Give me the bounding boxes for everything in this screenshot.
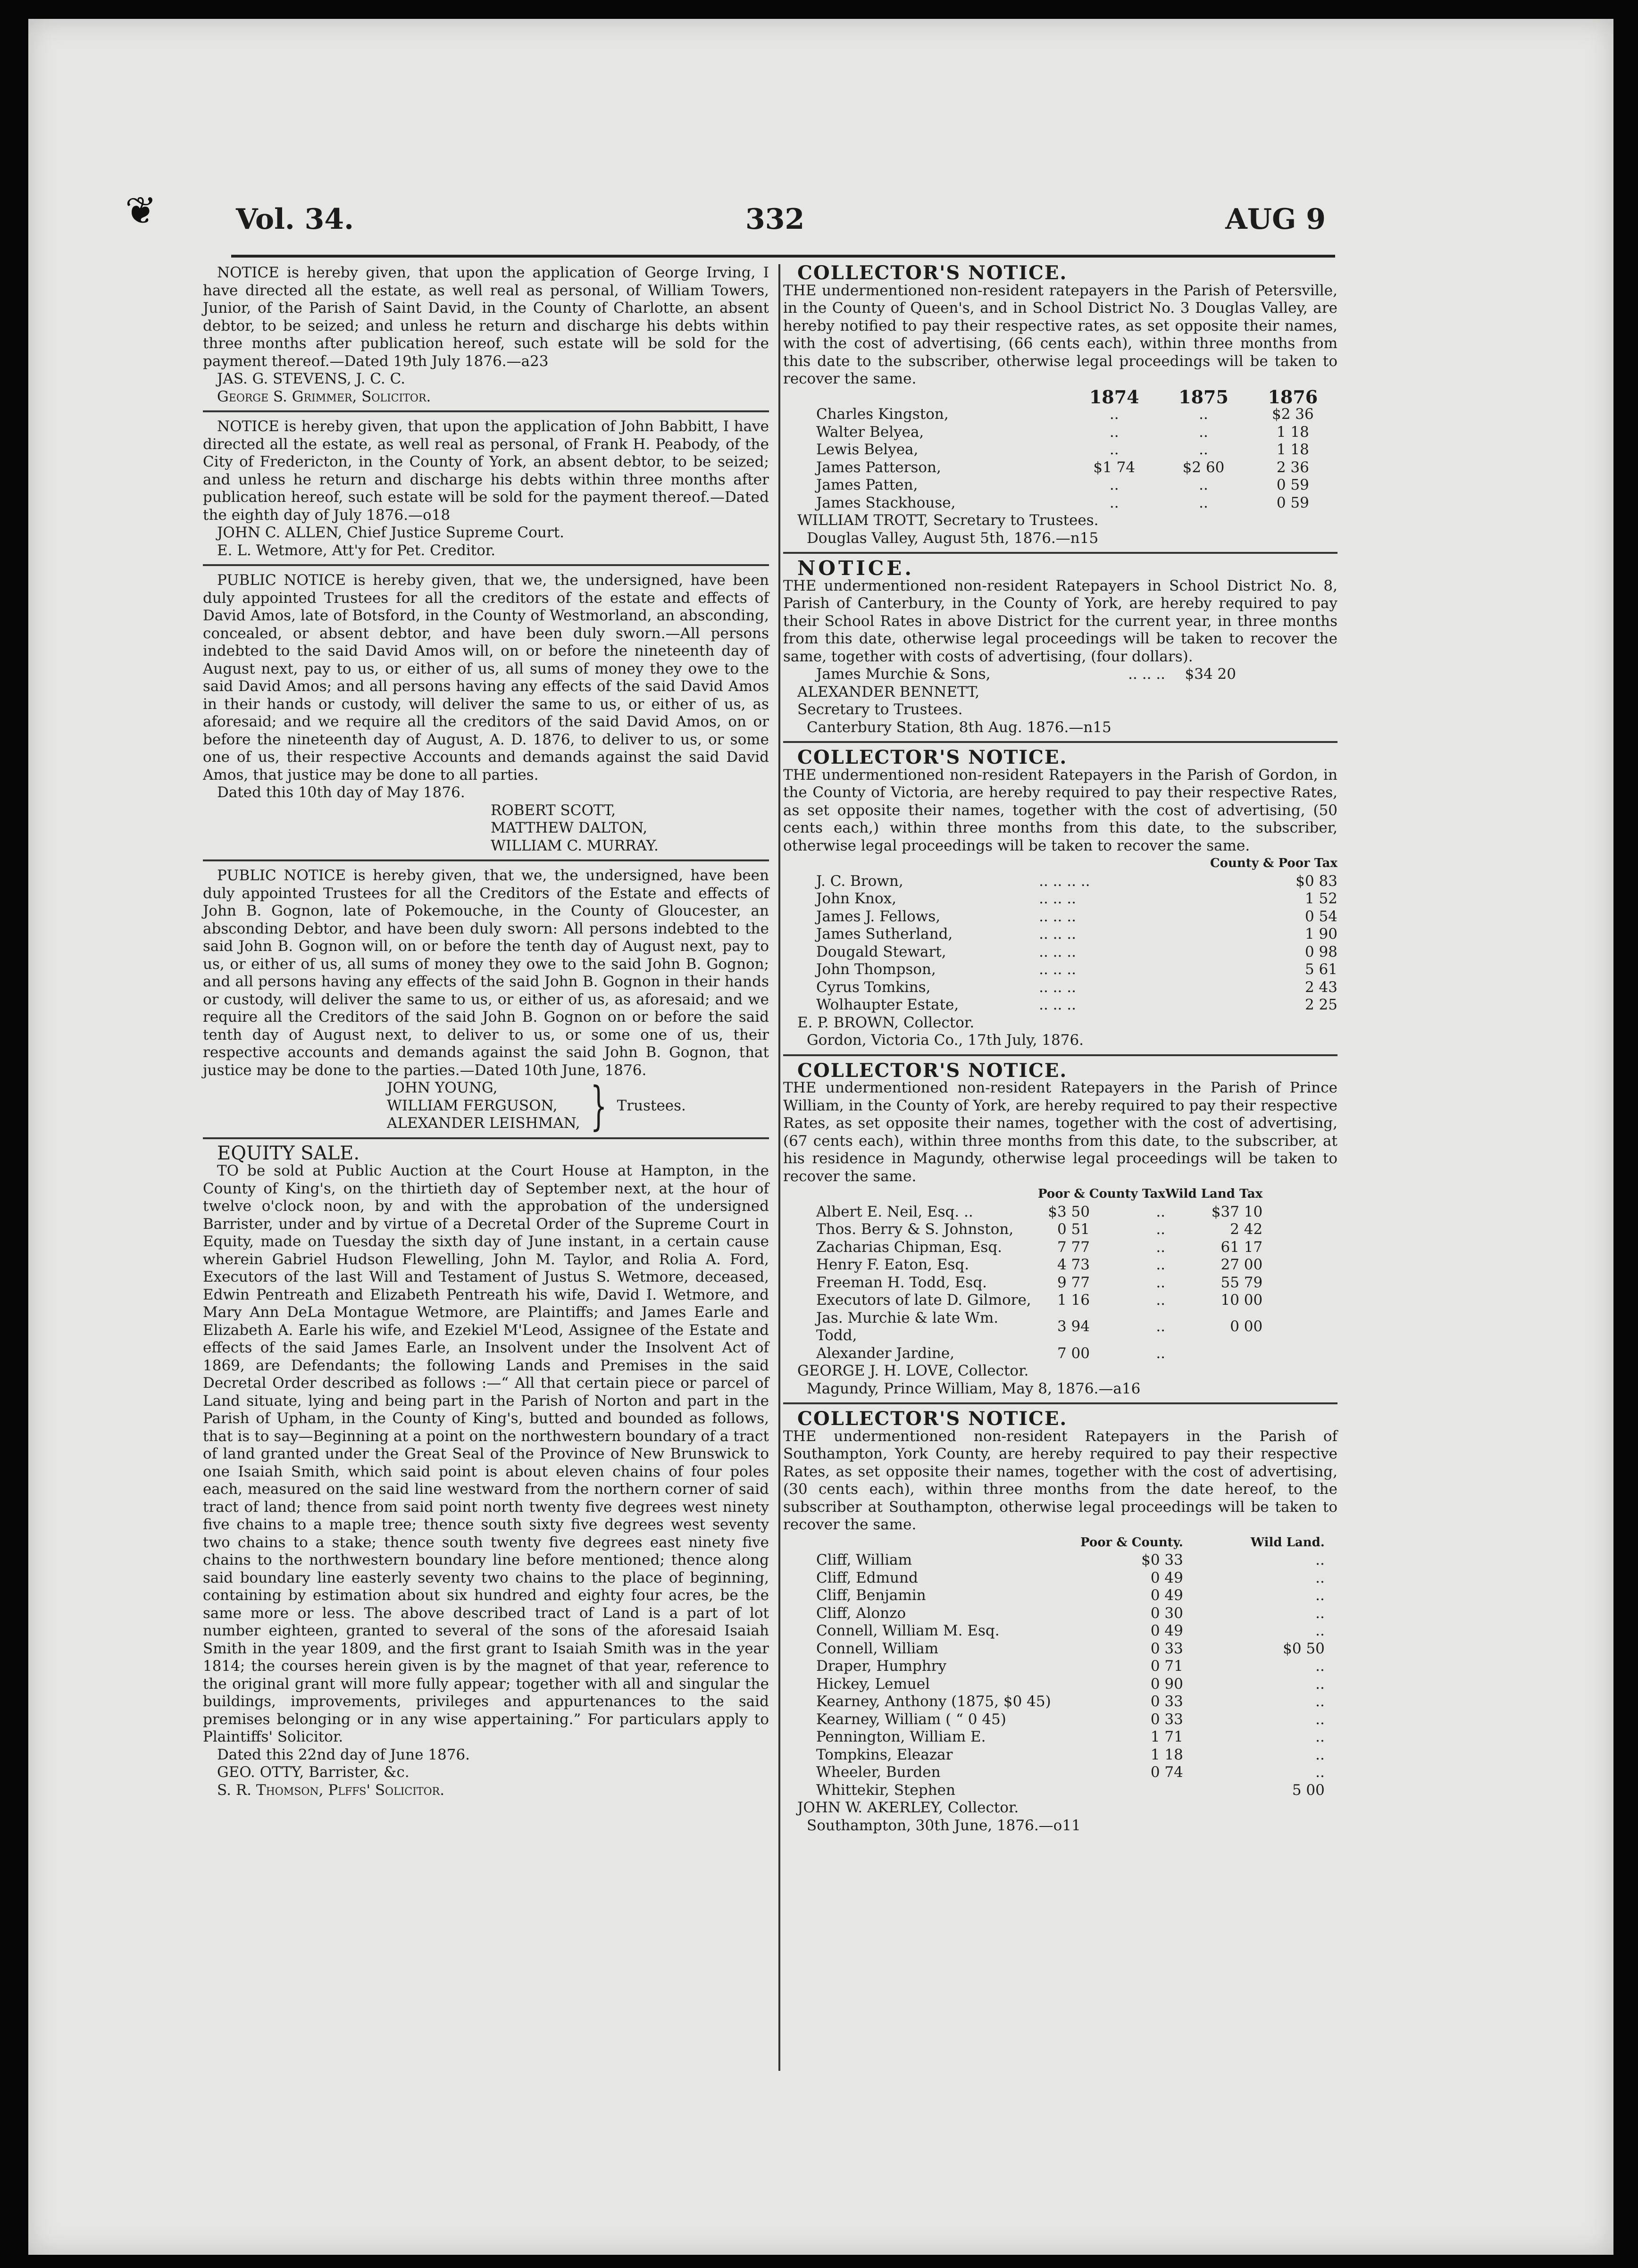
table-cell: 10 00: [1220, 1292, 1263, 1309]
table-cell: Pennington, William E.: [816, 1728, 986, 1745]
table-cell: 1 16: [1057, 1292, 1090, 1309]
table-cell: $37 10: [1211, 1203, 1263, 1220]
table-cell: Zacharias Chipman, Esq.: [816, 1238, 1003, 1256]
table-cell: ..: [1109, 423, 1119, 441]
trustee-names: [373, 1079, 580, 1133]
notice-canterbury: [783, 559, 1337, 736]
notice-body: THE undermentioned non-resident ratepayers in the Parish of Petersville, in the County of Queen's, and in School District No. 3 Douglas Valley, are hereby notified to pay their respective rates, as set opposite their names, with the cost of advertising, (66 cents each), within three months from this date to the subscriber, otherwise legal proceedings will be taken to recover the same.: [783, 282, 1337, 387]
table-header-row: [783, 388, 1337, 406]
volume-number: Vol. 34.: [236, 203, 354, 236]
table-cell: Lewis Belyea,: [816, 441, 919, 458]
trustees-label: Trustees.: [617, 1097, 686, 1114]
table-cell: Cliff, Benjamin: [816, 1587, 926, 1604]
table-cell: 1 71: [1150, 1728, 1183, 1745]
rates-table: [783, 666, 1236, 684]
table-row: [783, 961, 1337, 979]
table-cell: 1 90: [1304, 926, 1337, 942]
table-cell: Walter Belyea,: [816, 423, 924, 441]
table-cell: Cyrus Tomkins,: [816, 978, 931, 996]
table-cell: 1 18: [1276, 441, 1309, 458]
table-row: [783, 1622, 1325, 1640]
table-cell: [1080, 1782, 1183, 1800]
equity-solicitor: S. R. Thomson, Plffs' Solicitor.: [217, 1781, 445, 1799]
rates-table: [783, 855, 1337, 1014]
left-column: [203, 264, 769, 1799]
notice-amos: [203, 572, 769, 855]
table-cell: 7 00: [1057, 1344, 1090, 1362]
table-cell: ..: [1156, 1274, 1166, 1291]
table-cell: 61 17: [1220, 1238, 1263, 1256]
table-cell: .. .. .. ..: [1039, 872, 1090, 890]
column-header: Poor & County Tax: [1038, 1187, 1166, 1201]
trustee-name: MATTHEW DALTON,: [491, 819, 648, 836]
notice-body: NOTICE is hereby given, that upon the application of John Babbitt, I have directed all the estate, as well real as personal, of Frank H. Peabody, of the City of Fredericton, in the County of York, an absent debtor, to be seized; and unless he return and discharge his debts within three months after publication hereof, such estate will be sold for the payment thereof.—Dated the eighth day of July 1876.—o18: [203, 418, 769, 524]
table-cell: ..: [1156, 1256, 1166, 1273]
table-cell: 0 54: [1304, 908, 1337, 925]
table-cell: Cliff, Edmund: [816, 1569, 918, 1586]
table-cell: 0 49: [1150, 1569, 1183, 1586]
table-header-row: [783, 1534, 1325, 1552]
table-cell: 7 77: [1057, 1238, 1090, 1256]
table-row: [783, 873, 1337, 891]
table-row: [783, 666, 1236, 684]
equity-sale: [203, 1142, 769, 1800]
notice-signer: E. P. BROWN, Collector.: [797, 1014, 975, 1031]
table-cell: $3 50: [1048, 1203, 1090, 1220]
table-cell: Albert E. Neil, Esq. ..: [816, 1203, 973, 1220]
table-cell: $1 74: [1093, 459, 1136, 476]
notice-signer: WILLIAM TROTT, Secretary to Trustees.: [797, 512, 1099, 529]
table-cell: ..: [1109, 476, 1119, 493]
table-cell: ..: [1315, 1569, 1325, 1586]
table-row: [783, 1640, 1325, 1658]
notice-signer: GEORGE J. H. LOVE, Collector.: [797, 1362, 1029, 1379]
table-cell: Dougald Stewart,: [816, 943, 946, 960]
table-cell: ..: [1156, 1203, 1166, 1220]
table-row: [783, 459, 1337, 477]
table-row: [783, 926, 1337, 943]
table-row: [783, 979, 1337, 997]
notice-place: Southampton, 30th June, 1876.—o11: [807, 1817, 1081, 1834]
fleuron-ornament-icon: ❦: [125, 189, 157, 233]
table-cell: ..: [1156, 1221, 1166, 1238]
table-cell: ..: [1315, 1746, 1325, 1763]
table-cell: J. C. Brown,: [816, 872, 903, 890]
table-cell: Wolhaupter Estate,: [816, 996, 959, 1013]
table-cell: ..: [1315, 1658, 1325, 1675]
table-cell: Wheeler, Burden: [816, 1764, 941, 1781]
notice-body: THE undermentioned non-resident Ratepayers in the Parish of Gordon, in the County of Victoria, are hereby required to pay their respective Rates, as set opposite their names, together with the cost of advertising, (50 cents each,) within three months from this date, to the subscriber, otherwise legal proceedings will be taken to recover the same.: [783, 766, 1337, 854]
table-cell: 1 18: [1150, 1746, 1183, 1763]
notice-peabody: [203, 418, 769, 559]
table-row: [783, 1658, 1325, 1676]
table-row: [783, 1292, 1262, 1309]
table-cell: ..: [1109, 494, 1119, 511]
table-cell: [1165, 1345, 1262, 1363]
table-cell: 0 33: [1150, 1693, 1183, 1710]
table-cell: 0 33: [1150, 1640, 1183, 1657]
table-row: [783, 476, 1337, 494]
trustee-name: JOHN YOUNG,: [387, 1079, 498, 1096]
table-row: [783, 1239, 1262, 1257]
table-cell: 2 43: [1304, 978, 1337, 996]
table-cell: Freeman H. Todd, Esq.: [816, 1274, 987, 1291]
table-cell: ..: [1315, 1551, 1325, 1568]
table-row: [783, 1676, 1325, 1693]
table-cell: 3 94: [1057, 1318, 1090, 1335]
table-cell: James J. Fellows,: [816, 908, 941, 925]
notice-body: THE undermentioned non-resident Ratepayers in the Parish of Prince William, in the County of York, are hereby required to pay their respective Rates, as set opposite their names, together with the cost of advertising, (67 cents each), within three months from this date, to the subscriber, at his residence in Magundy, otherwise legal proceedings will be taken to recover the same.: [783, 1079, 1337, 1185]
page-header: [198, 203, 1326, 245]
table-cell: 2 36: [1276, 459, 1309, 476]
page-number: 332: [745, 203, 805, 236]
table-cell: Thos. Berry & S. Johnston,: [816, 1221, 1014, 1238]
table-cell: $0 83: [1295, 872, 1337, 890]
notice-place: Canterbury Station, 8th Aug. 1876.—n15: [807, 718, 1112, 736]
notice-title: COLLECTOR'S NOTICE.: [797, 1408, 1068, 1430]
notice-signer: JAS. G. STEVENS, J. C. C.: [217, 370, 406, 387]
equity-body: TO be sold at Public Auction at the Court House at Hampton, in the County of King's, on the thirtieth day of September next, at the hour of twelve o'clock noon, by and with the approbation of the undersigned Barrister, under and by virtue of a Decretal Order of the Supreme Court in Equity, made on Tuesday the sixth day of June instant, in a certain cause wherein Gabriel Hudson Flewelling, John M. Taylor, and Rolia A. Ford, Executors of the last Will and Testament of Justus S. Wetmore, deceased, Edwin Pentreath and Elizabeth Pentreath his wife, David I. Wetmore, and Mary Ann DeLa Montague Wetmore, are Plaintiffs; and James Earle and Elizabeth A. Earle his wife, and Ezekiel M'Leod, Assignee of the Estate and effects of the said James Earle, an Insolvent under the Insolvent Act of 1869, are Defendants; the following Lands and Premises in the said Decretal Order described as follows :—“ All that certain piece or parcel of Land situate, lying and being part in the Parish of Norton and part in the Parish of Upham, in the County of King's, butted and bounded as follows, that is to say—Beginning at a point on the northwestern boundary of a tract of land granted under the Great Seal of the Province of New Brunswick to one Isaiah Smith, which said point is about eleven chains of four poles each, measured on the said line westward from the northern corner of said tract of land; thence from said point north twenty five degrees west ninety five chains to a maple tree; thence south sixty five degrees west seventy two chains to a stake; thence south twenty five degrees east ninety five chains to the northwestern boundary line before mentioned; thence along said boundary line easterly seventy two chains to the place of beginning, containing by estimation about six hundred and eighty four acres, be the same more or less. The above described tract of Land is a part of lot number eighteen, granted to several of the sons of the aforesaid Isaiah Smith in the year 1809, and the first grant to Isaiah Smith was in the year 1814; the courses herein given is by the magnet of that year, reference to the original grant will more fully appear; together with all and singular the buildings, improvements, privileges and appurtenances to the said premises belonging or in any wise appertaining.” For particulars apply to Plaintiffs' Solicitor.: [203, 1162, 769, 1745]
table-cell: $2 36: [1271, 406, 1314, 423]
table-cell: 0 51: [1057, 1221, 1090, 1238]
notice-body: THE undermentioned non-resident Ratepayers in the Parish of Southampton, York County, are hereby required to pay their respective Rates, as set opposite their names, together with the cost of advertising, (30 cents each), within three months from the date hereof, to the subscriber at Southampton, otherwise legal proceedings will be taken to recover the same.: [783, 1427, 1337, 1533]
table-cell: Whittekir, Stephen: [816, 1781, 955, 1799]
table-cell: ..: [1199, 441, 1208, 458]
column-header: 1875: [1178, 386, 1228, 408]
table-cell: 0 49: [1150, 1587, 1183, 1604]
table-row: [783, 441, 1337, 459]
right-column: [783, 264, 1337, 1834]
table-header-row: [783, 855, 1337, 873]
notice-body: THE undermentioned non-resident Ratepayers in School District No. 8, Parish of Canterbury, in the County of York, are hereby required to pay their School Rates in above District for the current year, in three months from this date, otherwise legal proceedings will be taken to recover the same, together with costs of advertising, (four dollars).: [783, 577, 1337, 665]
table-cell: Kearney, William ( “ 0 45): [816, 1710, 1006, 1728]
table-cell: Kearney, Anthony (1875, $0 45): [816, 1693, 1051, 1710]
table-cell: .. .. ..: [1039, 943, 1076, 960]
table-cell: .. .. ..: [1039, 908, 1076, 925]
table-cell: .. .. ..: [1039, 890, 1076, 907]
column-header: Wild Land Tax: [1165, 1187, 1263, 1201]
table-cell: ..: [1109, 441, 1119, 458]
notice-signer: JOHN C. ALLEN, Chief Justice Supreme Court.: [217, 524, 565, 541]
trustee-name: ROBERT SCOTT,: [491, 801, 616, 819]
equity-title: EQUITY SALE.: [217, 1142, 360, 1164]
table-row: [783, 494, 1337, 512]
table-cell: ..: [1315, 1587, 1325, 1604]
table-row: [783, 1728, 1325, 1746]
table-cell: James Murchie & Sons,: [816, 666, 991, 683]
table-cell: ..: [1199, 406, 1208, 423]
table-cell: ..: [1199, 494, 1208, 511]
section-rule: [783, 1054, 1337, 1056]
table-row: [783, 1221, 1262, 1239]
table-cell: 2 42: [1230, 1221, 1263, 1238]
table-row: [783, 1711, 1325, 1729]
collector-notice-petersville: [783, 264, 1337, 547]
notice-title: COLLECTOR'S NOTICE.: [797, 1059, 1068, 1082]
section-rule: [203, 859, 769, 861]
notice-title: COLLECTOR'S NOTICE.: [797, 746, 1068, 768]
table-cell: 0 74: [1150, 1764, 1183, 1781]
table-cell: ..: [1156, 1292, 1166, 1309]
table-cell: 0 59: [1276, 494, 1309, 511]
table-cell: ..: [1109, 406, 1119, 423]
notice-place: Douglas Valley, August 5th, 1876.—n15: [807, 529, 1099, 547]
column-header: 1876: [1268, 386, 1318, 408]
table-cell: James Sutherland,: [816, 926, 953, 942]
table-cell: 4 73: [1057, 1256, 1090, 1273]
table-cell: Draper, Humphry: [816, 1658, 947, 1675]
table-cell: 0 33: [1150, 1710, 1183, 1728]
table-row: [783, 1764, 1325, 1782]
table-row: [783, 1551, 1325, 1569]
notice-place: Gordon, Victoria Co., 17th July, 1876.: [807, 1032, 1084, 1049]
notice-signer: JOHN W. AKERLEY, Collector.: [797, 1799, 1019, 1816]
table-row: [783, 1782, 1325, 1800]
table-cell: ..: [1199, 423, 1208, 441]
collector-notice-prince-william: [783, 1059, 1337, 1398]
equity-dated: Dated this 22nd day of June 1876.: [217, 1746, 470, 1763]
notice-body: PUBLIC NOTICE is hereby given, that we, the undersigned, have been duly appointed Trustees for all the Creditors of the Estate and effects of John B. Gognon, late of Pokemouche, in the County of Gloucester, an absconding Debtor, and have been duly sworn: All persons indebted to the said John B. Gognon will, on or before the tenth day of August next, pay to us, or either of us, all sums of money they owe to the said John B. Gognon; and all persons having any effects of the said John B. Gognon in their hands or custody, will deliver the same to us, or either of us, as aforesaid; and we require all the Creditors of the said John B. Gognon on or before the said tenth day of August next, to deliver to us, or some one of us, their respective accounts and demands against the said John B. Gognon, that justice may be done to the parties.—Dated 10th June, 1876.: [203, 867, 769, 1079]
table-cell: ..: [1315, 1710, 1325, 1728]
collector-notice-southampton: [783, 1410, 1337, 1834]
table-row: [783, 1569, 1325, 1587]
column-header: Poor & County.: [1080, 1535, 1183, 1550]
notice-body: PUBLIC NOTICE is hereby given, that we, the undersigned, have been duly appointed Trustees for all the creditors of the estate and effects of David Amos, late of Botsford, in the County of Westmorland, an absconding, concealed, or absent debtor, and have been duly sworn.—All persons indebted to the said David Amos will, on or before the nineteenth day of August next, pay to us, or either of us, all sums of money they owe to the said David Amos; and all persons having any effects of the said David Amos in their hands or custody, will deliver the same to us, or either of us, as aforesaid; and we require all the creditors of the said David Amos, on or before the nineteenth day of August, A. D. 1876, to deliver to us, or some one of us, their respective Accounts and demands against the said David Amos, that justice may be done to all parties.: [203, 572, 769, 784]
table-cell: ..: [1315, 1622, 1325, 1639]
table-cell: ..: [1315, 1675, 1325, 1693]
column-header: 1874: [1089, 386, 1139, 408]
equity-signer: GEO. OTTY, Barrister, &c.: [217, 1764, 410, 1781]
table-cell: 55 79: [1220, 1274, 1263, 1291]
table-cell: $2 60: [1182, 459, 1225, 476]
table-cell: Executors of late D. Gilmore,: [816, 1292, 1031, 1309]
trustee-name: ALEXANDER LEISHMAN,: [387, 1115, 580, 1132]
table-cell: .. .. ..: [1128, 666, 1165, 683]
table-cell: ..: [1315, 1728, 1325, 1745]
table-row: [783, 1693, 1325, 1711]
column-header: Wild Land.: [1250, 1535, 1325, 1550]
notice-signer: ALEXANDER BENNETT,: [797, 683, 980, 700]
table-cell: 9 77: [1057, 1274, 1090, 1291]
table-cell: Connell, William: [816, 1640, 939, 1657]
section-rule: [783, 741, 1337, 743]
table-row: [783, 1309, 1262, 1345]
table-row: [783, 1274, 1262, 1292]
table-cell: 0 49: [1150, 1622, 1183, 1639]
table-cell: Charles Kingston,: [816, 406, 949, 423]
table-cell: Tompkins, Eleazar: [816, 1746, 953, 1763]
table-row: [783, 406, 1337, 424]
table-row: [783, 1345, 1262, 1363]
table-cell: James Patten,: [816, 476, 918, 493]
notice-body: NOTICE is hereby given, that upon the application of George Irving, I have directed all the estate, as well real as personal, of William Towers, Junior, of the Parish of Saint David, in the County of Charlotte, an absent debtor, to be seized; and unless he return and discharge his debts within three months after publication hereof, such estate will be sold for the payment thereof.—Dated 19th July 1876.—a23: [203, 264, 769, 370]
table-cell: ..: [1156, 1238, 1166, 1256]
notice-attorney: E. L. Wetmore, Att'y for Pet. Creditor.: [217, 542, 496, 559]
table-cell: ..: [1315, 1604, 1325, 1622]
table-cell: 0 30: [1150, 1604, 1183, 1622]
section-rule: [783, 552, 1337, 554]
table-cell: .. .. ..: [1039, 961, 1076, 978]
table-cell: ..: [1156, 1344, 1166, 1362]
table-cell: Hickey, Lemuel: [816, 1675, 930, 1693]
table-cell: .. .. ..: [1039, 978, 1076, 996]
section-rule: [783, 1402, 1337, 1404]
column-divider: [778, 264, 780, 2071]
table-cell: 5 61: [1304, 961, 1337, 978]
table-cell: James Stackhouse,: [816, 494, 956, 511]
table-cell: 1 18: [1276, 423, 1309, 441]
table-cell: 1 52: [1304, 890, 1337, 907]
notice-solicitor: George S. Grimmer, Solicitor.: [217, 388, 431, 405]
notice-dated: Dated this 10th day of May 1876.: [217, 784, 465, 801]
table-cell: James Patterson,: [816, 459, 941, 476]
table-cell: John Knox,: [816, 890, 897, 907]
section-rule: [203, 1137, 769, 1139]
notice-place: Magundy, Prince William, May 8, 1876.—a16: [807, 1380, 1141, 1397]
header-rule: [231, 255, 1335, 258]
trustee-name: WILLIAM C. MURRAY.: [491, 837, 659, 854]
table-cell: Cliff, William: [816, 1551, 912, 1568]
table-row: [783, 1605, 1325, 1623]
table-row: [783, 1587, 1325, 1605]
issue-date: AUG 9: [1225, 203, 1326, 236]
table-row: [783, 1746, 1325, 1764]
table-cell: 0 98: [1304, 943, 1337, 960]
table-cell: Jas. Murchie & late Wm. Todd,: [816, 1309, 999, 1344]
table-cell: $0 33: [1141, 1551, 1183, 1568]
rates-table: [783, 388, 1337, 512]
table-cell: 27 00: [1220, 1256, 1263, 1273]
table-cell: $0 50: [1283, 1640, 1325, 1657]
notice-signer-title: Secretary to Trustees.: [797, 701, 963, 718]
notice-title: NOTICE.: [797, 557, 914, 580]
table-cell: .. .. ..: [1039, 926, 1076, 942]
table-cell: Henry F. Eaton, Esq.: [816, 1256, 969, 1273]
table-cell: 0 59: [1276, 476, 1309, 493]
table-cell: ..: [1315, 1693, 1325, 1710]
table-row: [783, 996, 1337, 1014]
table-cell: 2 25: [1304, 996, 1337, 1013]
table-cell: John Thompson,: [816, 961, 936, 978]
table-cell: ..: [1156, 1318, 1166, 1335]
table-cell: 0 90: [1150, 1675, 1183, 1693]
column-header: County & Poor Tax: [1210, 856, 1337, 870]
notice-towers: [203, 264, 769, 406]
section-rule: [203, 410, 769, 412]
notice-gognon: [203, 867, 769, 1136]
table-row: [783, 908, 1337, 926]
table-cell: 0 71: [1150, 1658, 1183, 1675]
collector-notice-gordon: [783, 746, 1337, 1050]
table-cell: 0 00: [1230, 1318, 1263, 1335]
table-cell: ..: [1199, 476, 1208, 493]
trustee-name: WILLIAM FERGUSON,: [387, 1097, 558, 1114]
table-cell: 5 00: [1292, 1781, 1325, 1799]
table-cell: ..: [1315, 1764, 1325, 1781]
table-cell: Alexander Jardine,: [816, 1344, 955, 1362]
brace-icon: }: [590, 1076, 607, 1136]
table-cell: $34 20: [1185, 666, 1236, 683]
table-cell: Connell, William M. Esq.: [816, 1622, 1000, 1639]
rates-table: [783, 1534, 1325, 1800]
table-row: [783, 424, 1337, 442]
table-row: [783, 943, 1337, 961]
notice-title: COLLECTOR'S NOTICE.: [797, 262, 1068, 284]
table-header-row: [783, 1185, 1262, 1203]
table-row: [783, 1203, 1262, 1221]
table-cell: .. .. ..: [1039, 996, 1076, 1013]
section-rule: [203, 564, 769, 566]
rates-table: [783, 1185, 1262, 1362]
table-row: [783, 1256, 1262, 1274]
trustees-block: [373, 1076, 769, 1136]
table-cell: Cliff, Alonzo: [816, 1604, 906, 1622]
table-row: [783, 890, 1337, 908]
